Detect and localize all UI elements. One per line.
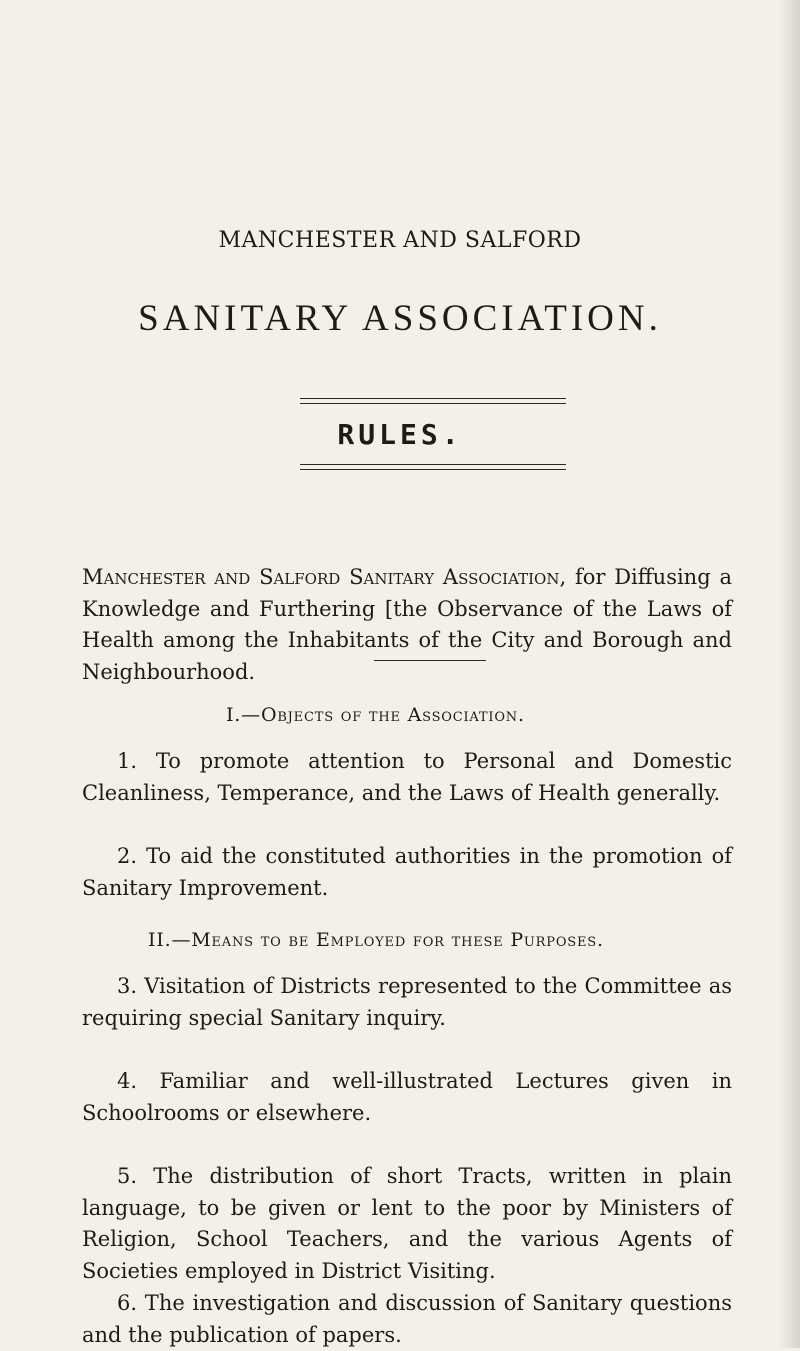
rule-item: 5. The distribution of short Tracts, written in plain language, to be given or lent to the poor by Ministers of Religion, School Teachers, and the various Agents of Societies employed in District Visiting. [82, 1164, 732, 1283]
section-heading-objects: I.—Objects of the Association. [226, 704, 525, 726]
main-title: SANITARY ASSOCIATION. [138, 298, 662, 339]
rules-heading: RULES. [337, 418, 463, 451]
rule-top-1 [300, 398, 566, 399]
intro-paragraph [82, 562, 732, 688]
association-line: MANCHESTER AND SALFORD [218, 228, 582, 253]
rule-item: 2. To aid the constituted authorities in the promotion of Sanitary Improvement. [82, 844, 732, 900]
page-edge-shadow [778, 0, 800, 1348]
rule-top-2 [300, 403, 566, 404]
rule-item: 6. The investigation and discussion of Sanitary questions and the publication of papers. [82, 1291, 732, 1347]
section-heading-means: II.—Means to be Employed for these Purposes. [148, 929, 604, 951]
rule-bottom-1 [300, 464, 566, 465]
rule-item: 1. To promote attention to Personal and Domestic Cleanliness, Temperance, and the Laws of Health generally. [82, 749, 732, 805]
rule-item: 4. Familiar and well-illustrated Lectures given in Schoolrooms or elsewhere. [82, 1069, 732, 1125]
rule-bottom-2 [300, 469, 566, 470]
rule-item: 3. Visitation of Districts represented to the Committee as requiring special Sanitary inquiry. [82, 974, 732, 1030]
intro-text: for Diffusing a Knowledge and Furthering [the Observance of the Laws of Health among the Inhabitants of the City and Borough and Neighbourhood. [82, 565, 732, 684]
rule-mid [374, 660, 486, 661]
intro-association-name: Manchester and Salford Sanitary Association, [82, 565, 567, 589]
